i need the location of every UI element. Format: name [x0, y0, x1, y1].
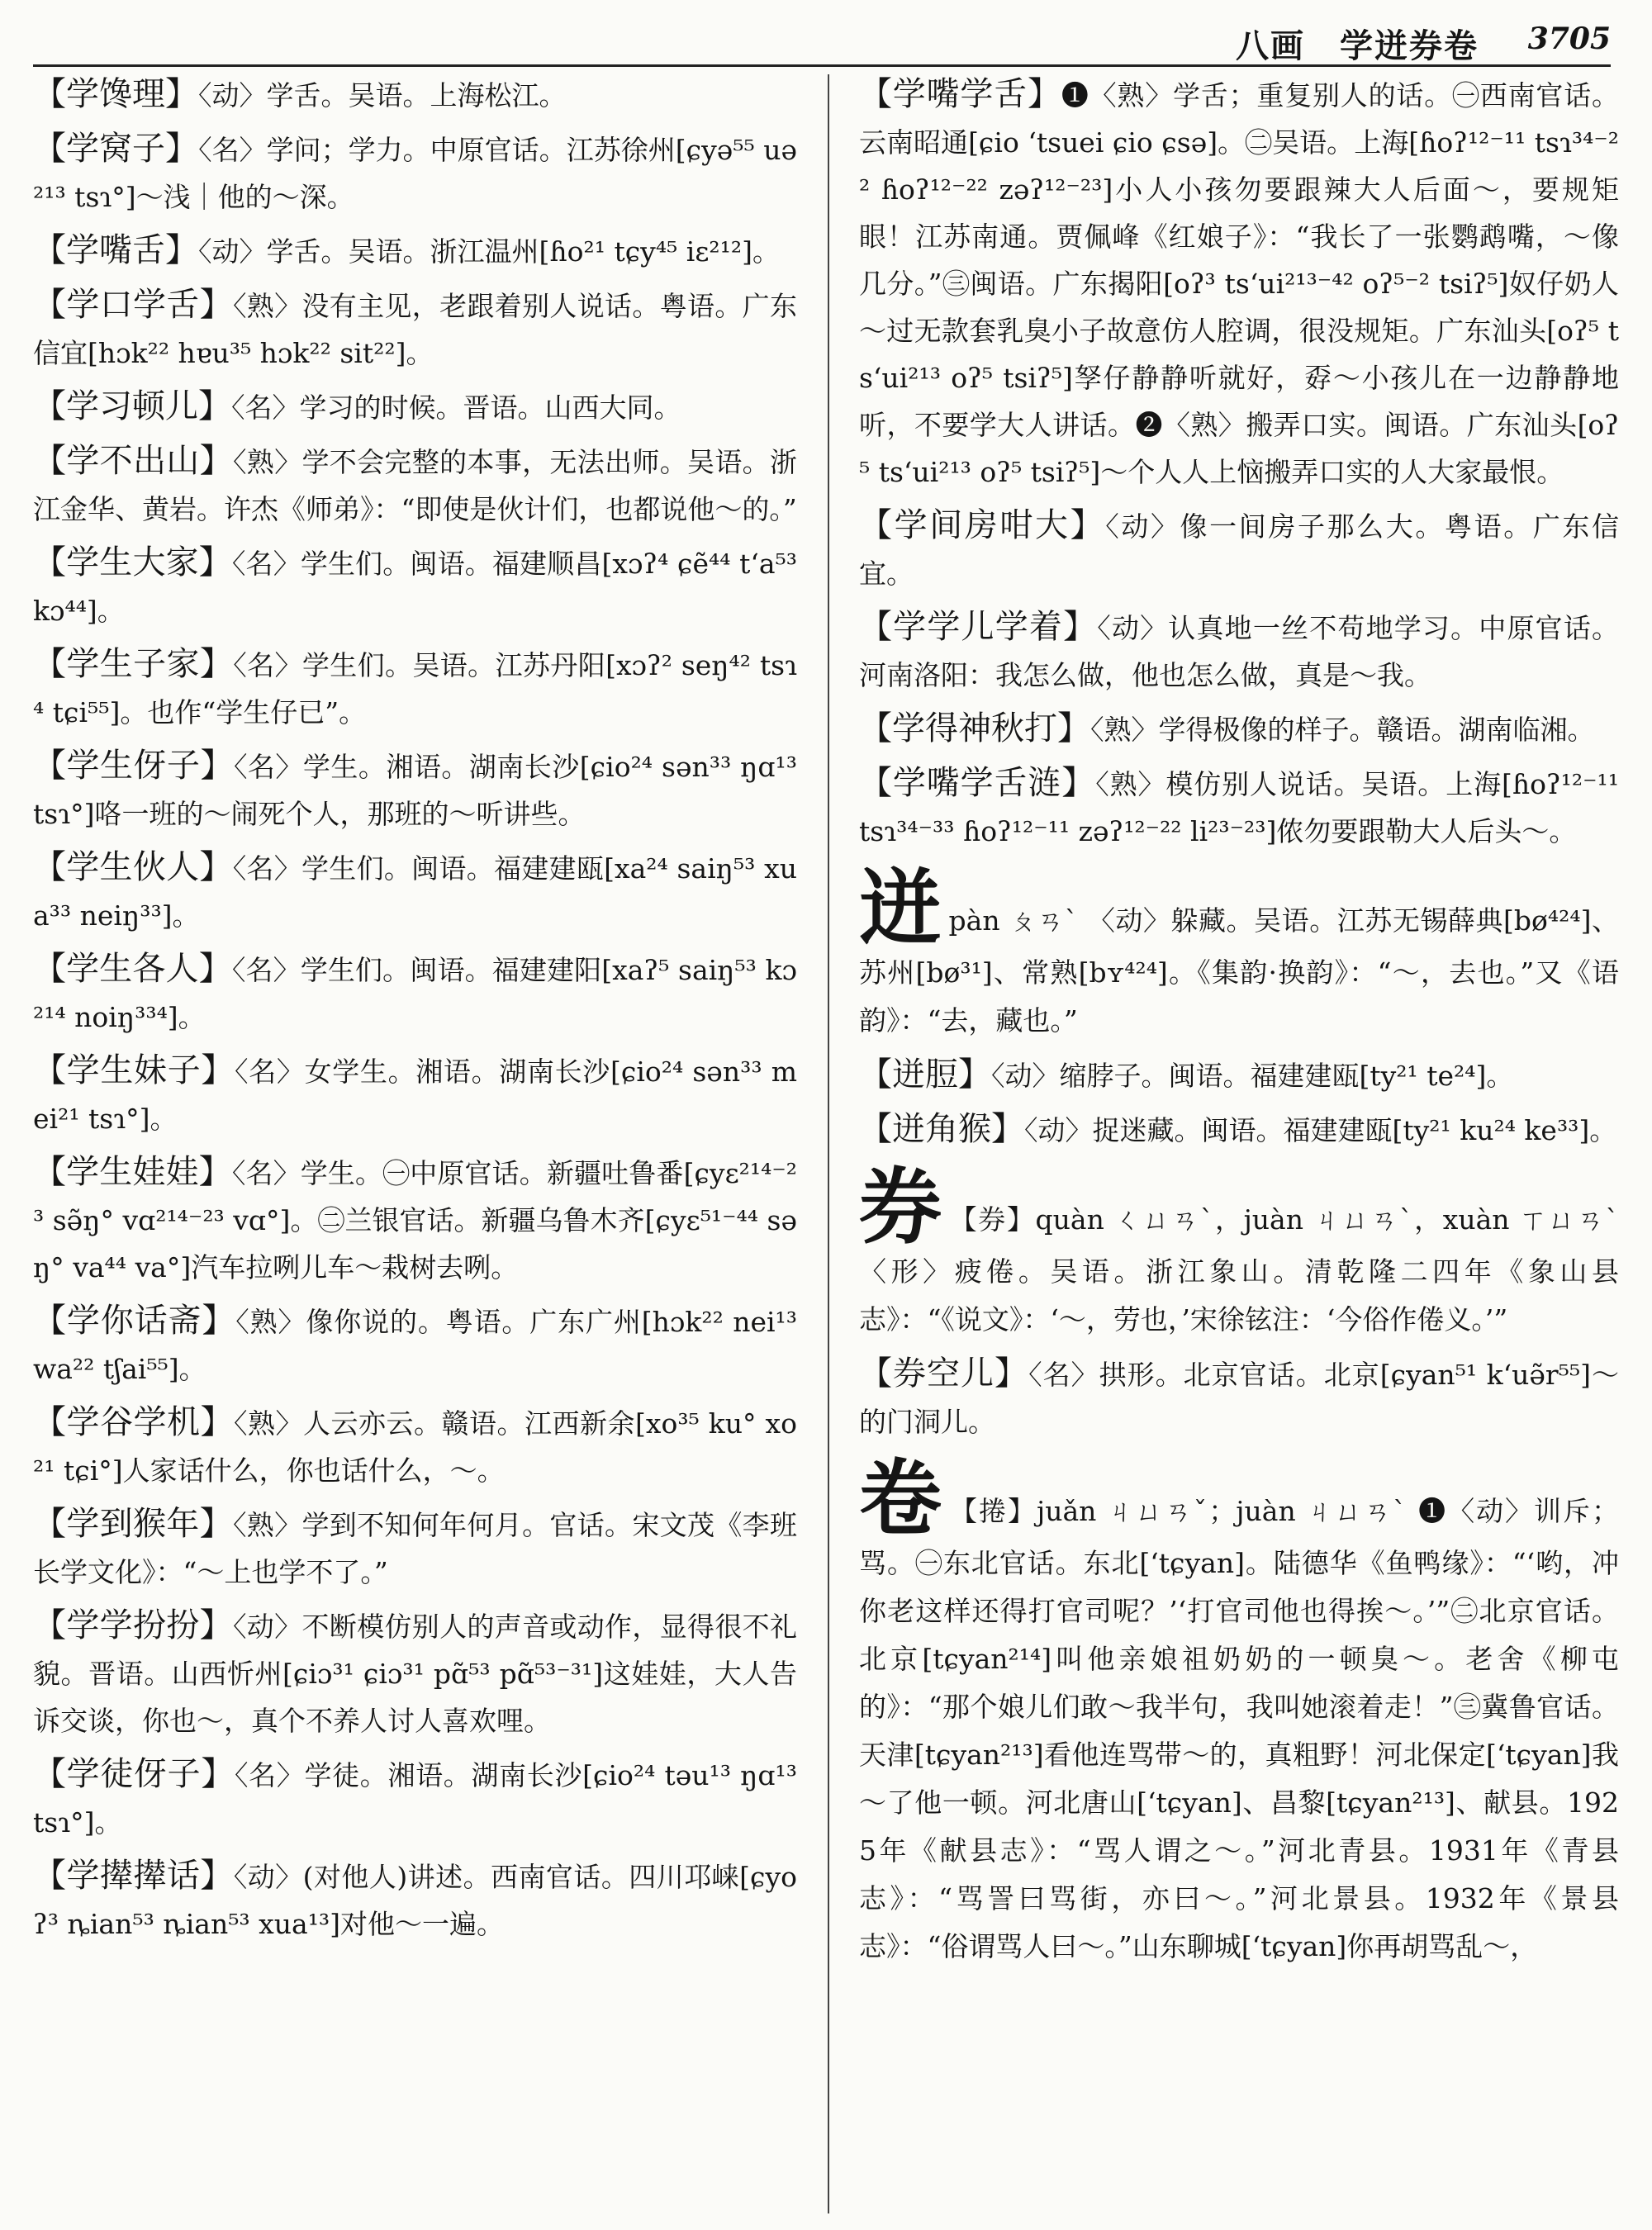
entry-definition: 〈名〉学徒。湘语。湖南长沙[ɕio²⁴ təu¹³ ŋɑ¹³ tsɿ°]。 [33, 1759, 797, 1839]
entry-definition: 〈熟〉没有主见，老跟着别人说话。粤语。广东信宜[hɔk²² hɐu³⁵ hɔk²² sit²²]。 [33, 290, 797, 369]
entry-headword: 【学学扮扮】 [33, 1606, 233, 1644]
entry-definition: 〈名〉女学生。湘语。湖南长沙[ɕio²⁴ sən³³ mei²¹ tsɿ°]。 [33, 1056, 797, 1135]
dictionary-entry [33, 1853, 797, 1948]
entry-definition: 〈动〉像一间房子那么大。粤语。广东信宜。 [859, 510, 1619, 590]
entry-definition: 【券】quàn ㄑㄩㄢˋ，juàn ㄐㄩㄢˋ，xuàn ㄒㄩㄢˋ〈形〉疲倦。吴语。浙江象山。清乾隆二四年《象山县志》：“《说文》：‘～，劳也，’宋徐铉注：‘今俗作倦义。’” [859, 1203, 1619, 1336]
character-entry [859, 859, 1619, 1045]
entry-headword: 【学撵撵话】 [33, 1857, 234, 1895]
dictionary-entry [859, 705, 1619, 753]
entry-headword: 【学嘴舌】 [33, 231, 198, 269]
dictionary-entry [33, 641, 797, 736]
dictionary-entry [33, 383, 797, 431]
dictionary-entry [33, 438, 797, 533]
entry-definition: 〈熟〉学得极像的样子。赣语。湖南临湘。 [1090, 714, 1595, 746]
dictionary-entry [859, 1106, 1619, 1154]
dictionary-entry [33, 1501, 797, 1596]
dictionary-entry [33, 743, 797, 837]
entry-headword: 【学生各人】 [33, 950, 232, 988]
dictionary-entry [859, 502, 1619, 597]
entry-definition: 〈名〉学问；学力。中原官话。江苏徐州[ɕyə⁵⁵ uə²¹³ tsɿ°]～浅｜他的～深。 [33, 134, 797, 213]
entry-headword: 【学馋理】 [33, 75, 198, 113]
entry-headword: 【学生妹子】 [33, 1051, 235, 1089]
entry-headword: 【学生娃娃】 [33, 1153, 232, 1191]
entry-headword: 【迸角猴】 [859, 1110, 1024, 1148]
dictionary-entry [33, 844, 797, 939]
dictionary-entry [33, 1399, 797, 1494]
entry-definition: 〈名〉学生们。吴语。江苏丹阳[xɔʔ² seŋ⁴² tsɿ⁴ tɕi⁵⁵]。也作“学生仔已”。 [33, 649, 797, 728]
head-character: 券 [859, 1158, 943, 1255]
entry-definition: 〈动〉学舌。吴语。上海松江。 [198, 79, 567, 112]
character-entry [859, 1158, 1619, 1344]
page-number: 3705 [1527, 21, 1611, 56]
dictionary-entry [33, 227, 797, 275]
dictionary-entry [859, 1350, 1619, 1445]
entry-definition: 〈名〉学生。湘语。湖南长沙[ɕio²⁴ sən³³ ŋɑ¹³ tsɿ°]咯一班的～闹死个人，那班的～听讲些。 [33, 751, 797, 830]
entry-headword: 【学生子家】 [33, 645, 234, 683]
entry-headword: 【学徒伢子】 [33, 1755, 235, 1793]
head-character: 迸 [859, 859, 942, 956]
dictionary-entry [859, 1051, 1619, 1099]
entry-headword: 【学间房咁大】 [859, 506, 1106, 544]
left-column [33, 71, 797, 2218]
entry-definition: 〈名〉拱形。北京官话。北京[ɕyan⁵¹ kʻuə̃r⁵⁵]～的门洞儿。 [859, 1359, 1619, 1438]
entry-headword: 【学你话斋】 [33, 1302, 236, 1340]
entry-headword: 【学得神秋打】 [859, 709, 1090, 747]
entry-headword: 【学习顿儿】 [33, 387, 231, 425]
right-column [859, 71, 1619, 2218]
entry-definition: pàn ㄆㄢˋ 〈动〉躲藏。吴语。江苏无锡薛典[bø⁴²⁴]、苏州[bø³¹]、常熟[bʏ⁴²⁴]。《集韵·换韵》：“～，去也。”又《语韵》：“去，藏也。” [859, 904, 1619, 1037]
dictionary-entry [33, 282, 797, 377]
entry-headword: 【学到猴年】 [33, 1505, 233, 1543]
entry-definition: 〈动〉缩脖子。闽语。福建建瓯[ty²¹ te²⁴]。 [991, 1060, 1514, 1092]
entry-definition: 〈熟〉人云亦云。赣语。江西新余[xo³⁵ ku° xo²¹ tɕi°]人家话什么，你也话什么，～。 [33, 1407, 797, 1487]
running-title: 八画 学迸券卷 [1236, 26, 1479, 65]
page-header [33, 17, 1611, 67]
entry-headword: 【学嘴学舌涟】 [859, 764, 1096, 802]
entry-definition: 〈动〉(对他人)讲述。西南官话。四川邛崃[ɕyoʔ³ ȵian⁵³ ȵian⁵³ xua¹³]对他～一遍。 [33, 1861, 797, 1940]
dictionary-entry [33, 71, 797, 119]
entry-headword: 【学不出山】 [33, 442, 233, 480]
entry-headword: 【迸脰】 [859, 1056, 991, 1094]
entry-definition: 〈名〉学习的时候。晋语。山西大同。 [231, 391, 681, 424]
entry-definition: 〈熟〉学不会完整的本事，无法出师。吴语。浙江金华、黄岩。许杰《师弟》：“即使是伙计们，也都说他～的。” [33, 446, 797, 525]
entry-definition: 〈熟〉像你说的。粤语。广东广州[hɔk²² nei¹³ wa²² tʃai⁵⁵]。 [33, 1306, 797, 1385]
entry-definition: 〈动〉认真地一丝不苟地学习。中原官话。河南洛阳：我怎么做，他也怎么做，真是～我。 [859, 612, 1619, 691]
entry-definition: 〈动〉学舌。吴语。浙江温州[ɦo²¹ tɕy⁴⁵ iɛ²¹²]。 [198, 235, 780, 268]
entry-definition: 【捲】juǎn ㄐㄩㄢˇ；juàn ㄐㄩㄢˋ ❶〈动〉训斥；骂。㊀东北官话。东北[ʻtɕyan]。陆德华《鱼鸭缘》：“‘哟，冲你老这样还得打官司呢？’‘打官司他也得挨～。’”㊁北京官话。北京[tɕyan²¹⁴]叫他亲娘祖奶奶的一顿臭～。老舍《柳屯的》：“那个娘儿们敢～我半句，我叫她滚着走！”㊂冀鲁官话。天津[tɕyan²¹³]看他连骂带～的，真粗野！河北保定[ʻtɕyan]我～了他一顿。河北唐山[ʻtɕyan]、昌黎[tɕyan²¹³]、献县。1925年《献县志》：“骂人谓之～。”河北青县。1931年《青县志》：“骂詈曰骂街，亦曰～。”河北景县。1932年《景县志》：“俗谓骂人曰～。”山东聊城[ʻtɕyan]你再胡骂乱～， [859, 1495, 1619, 1962]
entry-definition: 〈名〉学生们。闽语。福建建瓯[xa²⁴ saiŋ⁵³ xua³³ neiŋ³³]。 [33, 852, 797, 932]
dictionary-entry [33, 946, 797, 1041]
dictionary-entry [33, 539, 797, 634]
dictionary-entry [33, 1602, 797, 1744]
entry-headword: 【学生伢子】 [33, 747, 234, 785]
column-divider [828, 74, 829, 2213]
entry-headword: 【券空儿】 [859, 1355, 1029, 1393]
entry-definition: 〈熟〉学到不知何年何月。官话。宋文茂《李班长学文化》：“～上也学不了。” [33, 1509, 797, 1588]
entry-headword: 【学嘴学舌】 [859, 75, 1061, 113]
entry-headword: 【学窝子】 [33, 130, 199, 168]
entry-headword: 【学学儿学着】 [859, 608, 1098, 646]
entry-definition: 〈动〉不断模仿别人的声音或动作，显得很不礼貌。晋语。山西忻州[ɕiɔ³¹ ɕiɔ³¹ pɑ̃⁵³ pɑ̃⁵³⁻³¹]这娃娃，大人告诉交谈，你也～，真个不养人讨人喜欢哩。 [33, 1611, 797, 1737]
dictionary-entry [33, 1047, 797, 1142]
entry-definition: 〈熟〉模仿别人说话。吴语。上海[ɦoʔ¹²⁻¹¹ tsɿ³⁴⁻³³ ɦoʔ¹²⁻¹¹ zəʔ¹²⁻²² li²³⁻²³]侬勿要跟勒大人后头～。 [859, 768, 1619, 847]
dictionary-entry [859, 71, 1619, 496]
entry-headword: 【学口学舌】 [33, 286, 233, 324]
dictionary-entry [859, 604, 1619, 699]
entry-definition: 〈名〉学生们。闽语。福建顺昌[xɔʔ⁴ ɕẽ⁴⁴ tʻa⁵³ kɔ⁴⁴]。 [33, 548, 797, 627]
entry-headword: 【学谷学机】 [33, 1403, 234, 1441]
dictionary-entry [33, 1751, 797, 1846]
dictionary-entry [33, 1149, 797, 1291]
head-character: 卷 [859, 1450, 943, 1547]
entry-definition: 〈动〉捉迷藏。闽语。福建建瓯[ty²¹ ku²⁴ ke³³]。 [1024, 1114, 1617, 1146]
entry-headword: 【学生伙人】 [33, 848, 233, 886]
dictionary-entry [33, 1298, 797, 1393]
entry-definition: 〈名〉学生们。闽语。福建建阳[xaʔ⁵ saiŋ⁵³ kɔ²¹⁴ noiŋ³³⁴]。 [33, 954, 797, 1033]
entry-definition: ❶〈熟〉学舌；重复别人的话。㊀西南官话。云南昭通[ɕio ʻtsuei ɕio ɕsə]。㊁吴语。上海[ɦoʔ¹²⁻¹¹ tsɿ³⁴⁻²² ɦoʔ¹²⁻²² zəʔ¹²⁻²³]小人小孩勿要跟辣大人后面～，要规矩眼！江苏南通。贾佩峰《红娘子》：“我长了一张鹦鹉嘴，～像几分。”㊂闽语。广东揭阳[oʔ³ tsʻui²¹³⁻⁴² oʔ⁵⁻² tsiʔ⁵]奴仔奶人～过无款套乳臭小子故意仿人腔调，很没规矩。广东汕头[oʔ⁵ tsʻui²¹³ oʔ⁵ tsiʔ⁵]孥仔静静听就好，孬～小孩儿在一边静静地听，不要学大人讲话。❷〈熟〉搬弄口实。闽语。广东汕头[oʔ⁵ tsʻui²¹³ oʔ⁵ tsiʔ⁵]～个人人上恼搬弄口实的人大家最恨。 [859, 79, 1619, 488]
entry-headword: 【学生大家】 [33, 543, 232, 581]
dictionary-entry [33, 126, 797, 221]
entry-definition: 〈名〉学生。㊀中原官话。新疆吐鲁番[ɕyɛ²¹⁴⁻²³ sə̃ŋ° vɑ²¹⁴⁻²³ vɑ°]。㊁兰银官话。新疆乌鲁木齐[ɕyɛ⁵¹⁻⁴⁴ səŋ° va⁴⁴ va°]汽车拉咧儿车～栽树去咧。 [33, 1157, 797, 1283]
dictionary-entry [859, 760, 1619, 855]
character-entry [859, 1450, 1619, 1971]
